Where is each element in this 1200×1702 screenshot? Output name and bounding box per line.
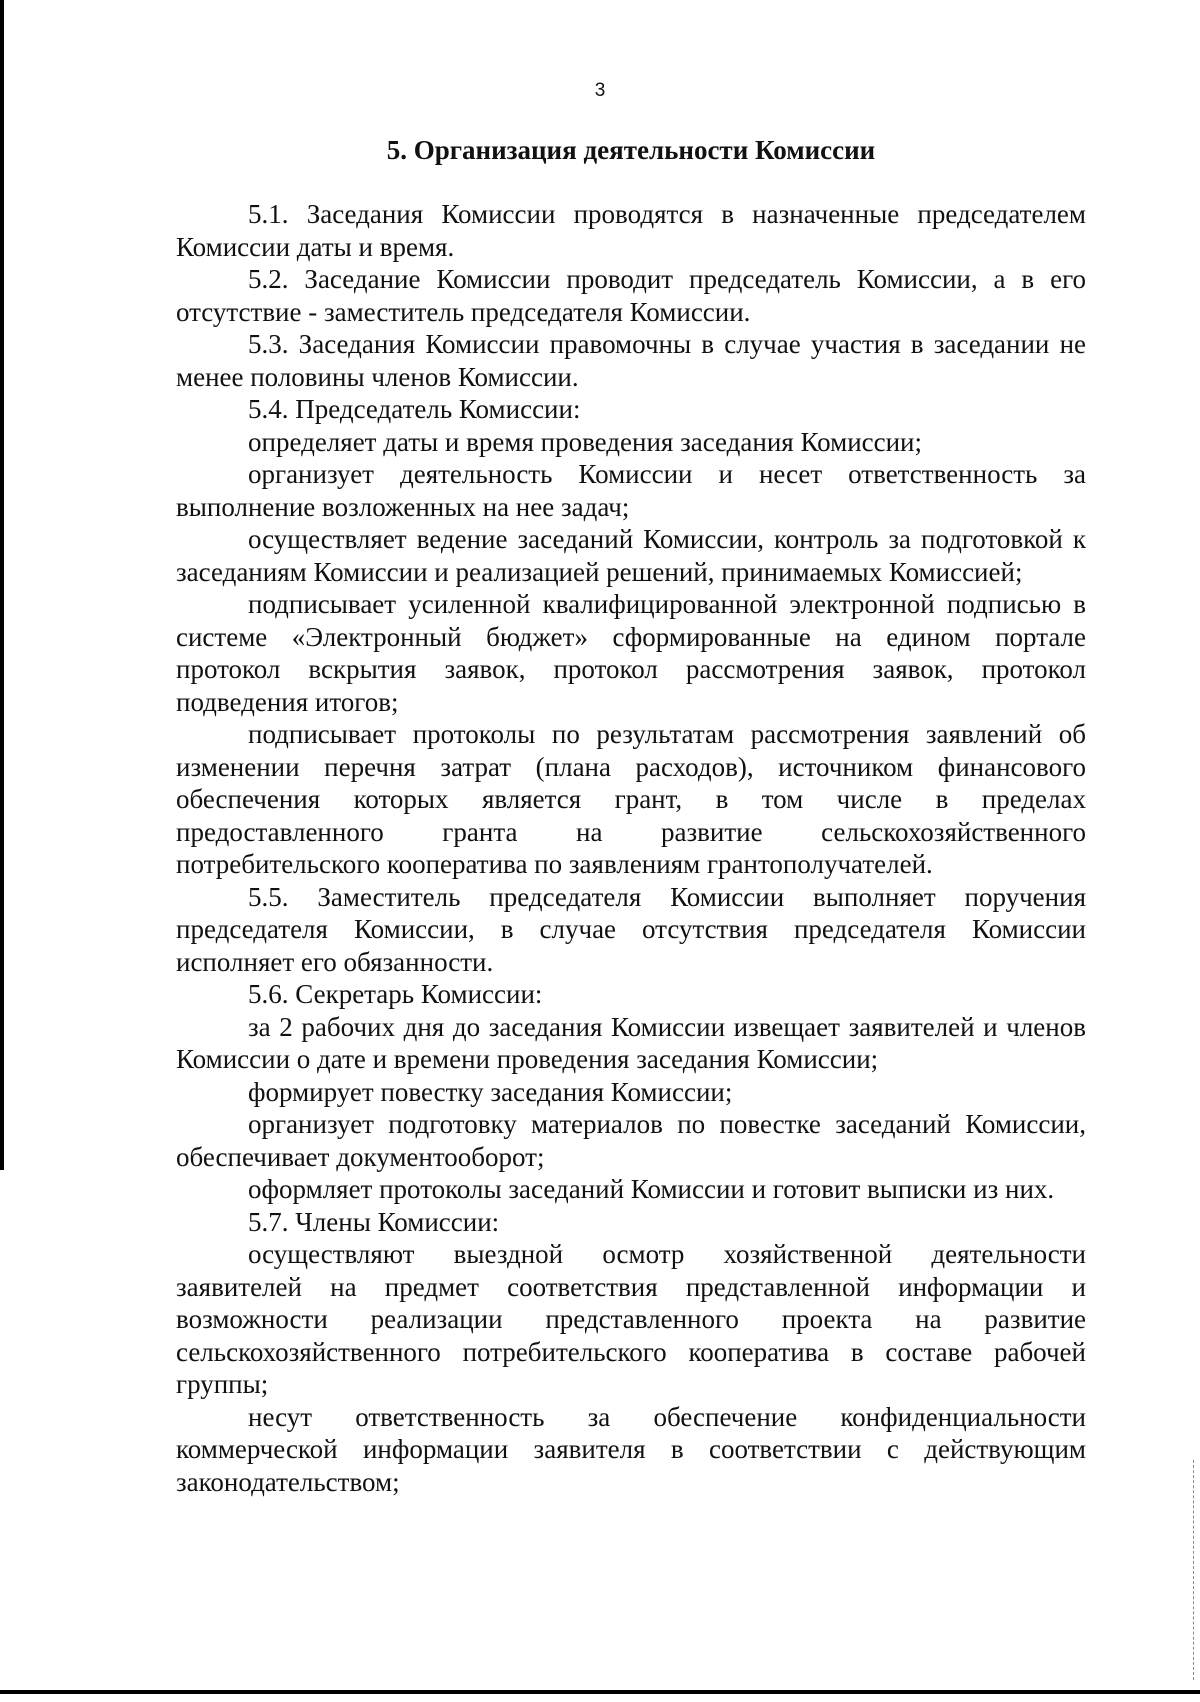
paragraph-5-6-item-2: формирует повестку заседания Комиссии;	[248, 1076, 733, 1107]
paragraph-5-6: 5.6. Секретарь Комиссии:	[248, 979, 543, 1009]
paragraph-5-2: 5.2. Заседание Комиссии проводит председатель Комиссии, а в его отсутствие - заместитель председателя Комиссии.	[176, 264, 1086, 327]
paragraph-5-7-item-1: осуществляют выездной осмотр хозяйственной деятельности заявителей на предмет соответствия представленной информации и возможности реализации представленного проекта на развитие сельскохозяйственного потребительского кооператива в составе рабочей группы;	[176, 1239, 1086, 1399]
page-number: 3	[594, 80, 606, 101]
paragraph-5-6-item-3: организует подготовку материалов по повестке заседаний Комиссии, обеспечивает документооборот;	[176, 1109, 1086, 1172]
paragraph-5-7-item-2: несут ответственность за обеспечение конфиденциальности коммерческой информации заявителя в соответствии с действующим законодательством;	[176, 1401, 1086, 1497]
section-heading: 5. Организация деятельности Комиссии	[386, 135, 876, 165]
document-body	[176, 198, 1086, 1498]
paragraph-5-5: 5.5. Заместитель председателя Комиссии выполняет поручения председателя Комиссии, в случае отсутствия председателя Комиссии исполняет его обязанности.	[176, 881, 1086, 977]
paragraph-5-4-item-1: определяет даты и время проведения заседания Комиссии;	[248, 426, 923, 457]
scan-edge-left	[0, 0, 4, 1170]
scan-edge-bottom	[0, 1690, 1200, 1694]
paragraph-5-4-item-2: организует деятельность Комиссии и несет ответственность за выполнение возложенных на нее задач;	[176, 459, 1086, 522]
paragraph-5-4-item-3: осуществляет ведение заседаний Комиссии, контроль за подготовкой к заседаниям Комиссии и реализацией решений, принимаемых Комиссией;	[176, 524, 1086, 587]
paragraph-5-4-item-4: подписывает усиленной квалифицированной электронной подписью в системе «Электронный бюджет» сформированные на едином портале протокол вскрытия заявок, протокол рассмотрения заявок, протокол подведения итогов;	[176, 589, 1086, 717]
paragraph-5-1: 5.1. Заседания Комиссии проводятся в назначенные председателем Комиссии даты и время.	[176, 199, 1086, 262]
paragraph-5-3: 5.3. Заседания Комиссии правомочны в случае участия в заседании не менее половины членов Комиссии.	[176, 329, 1086, 392]
paragraph-5-6-item-4: оформляет протоколы заседаний Комиссии и готовит выписки из них.	[248, 1174, 1055, 1204]
paragraph-5-4-item-5: подписывает протоколы по результатам рассмотрения заявлений об изменении перечня затрат (плана расходов), источником финансового обеспечения которых является грант, в том числе в пределах предоставленного гранта на развитие сельскохозяйственного потребительского кооператива по заявлениям грантополучателей.	[176, 719, 1086, 879]
paragraph-5-6-item-1: за 2 рабочих дня до заседания Комиссии извещает заявителей и членов Комиссии о дате и времени проведения заседания Комиссии;	[176, 1011, 1086, 1074]
paragraph-5-7: 5.7. Члены Комиссии:	[248, 1206, 500, 1237]
paragraph-5-4: 5.4. Председатель Комиссии:	[248, 394, 581, 424]
scan-edge-right	[1193, 1460, 1195, 1680]
